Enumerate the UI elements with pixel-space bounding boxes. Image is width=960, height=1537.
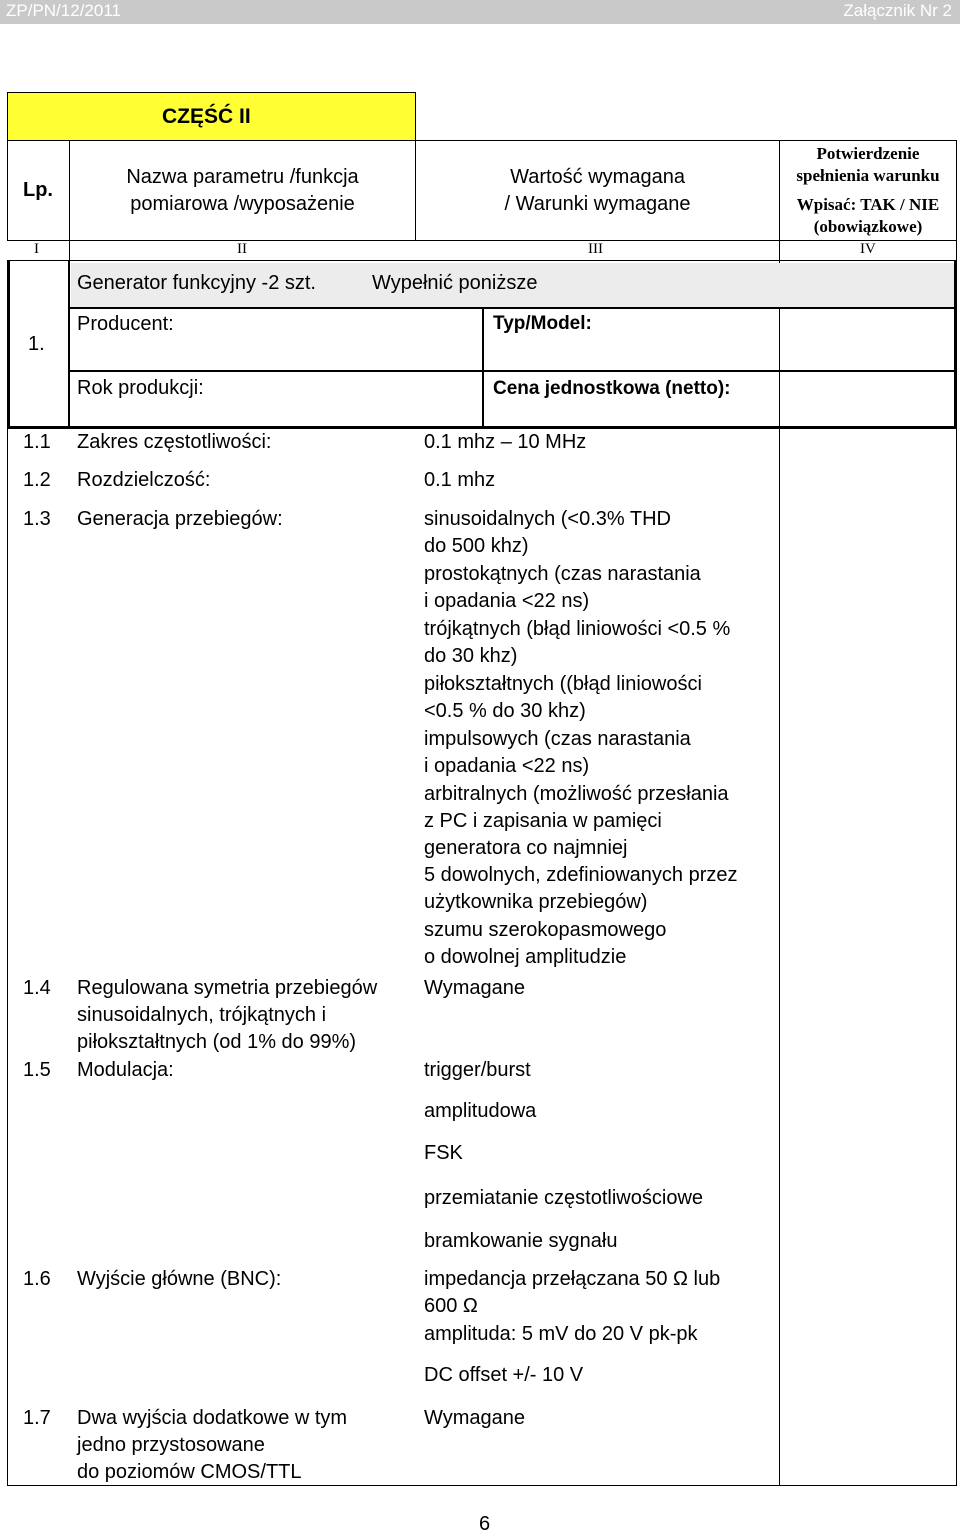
price-label: Cena jednostkowa (netto): (493, 378, 731, 399)
row-1-3-value-pulse-2: i opadania <22 ns) (424, 755, 590, 777)
row-1-2-number: 1.2 (23, 469, 51, 491)
section-title: Generator funkcyjny -2 szt. (77, 272, 316, 294)
model-label: Typ/Model: (493, 313, 592, 334)
row-1-7-number: 1.7 (23, 1407, 51, 1429)
row-1-3-value-noise-2: o dowolnej amplitudzie (424, 946, 627, 968)
row-1-4-name-2: sinusoidalnych, trójkątnych i (77, 1004, 327, 1026)
row-1-5-value-sweep: przemiatanie częstotliwościowe (424, 1187, 704, 1209)
row-1-3-value-square-2: i opadania <22 ns) (424, 590, 590, 612)
row-1-5-value-am: amplitudowa (424, 1100, 537, 1122)
attachment-label: Załącznik Nr 2 (843, 1, 952, 20)
page-number: 6 (479, 1513, 491, 1535)
row-1-4-value: Wymagane (424, 977, 525, 999)
row-1-3-value-sine-2: do 500 khz) (424, 535, 529, 557)
row-1-5-value-fsk: FSK (424, 1142, 463, 1164)
roman-ii: II (237, 241, 247, 257)
part-title: CZĘŚĆ II (162, 105, 251, 128)
row-1-2-value: 0.1 mhz (424, 469, 496, 491)
section-fill-note: Wypełnić poniższe (372, 272, 538, 294)
year-label: Rok produkcji: (77, 377, 204, 399)
roman-i: I (34, 241, 39, 257)
row-1-6-name: Wyjście główne (BNC): (77, 1268, 282, 1290)
row-1-3-name: Generacja przebiegów: (77, 508, 283, 530)
row-1-3-number: 1.3 (23, 508, 51, 530)
row-1-2-name: Rozdzielczość: (77, 469, 211, 491)
section-number: 1. (28, 333, 45, 355)
column-name-line1: Nazwa parametru /funkcja (126, 166, 359, 188)
row-1-7-value: Wymagane (424, 1407, 525, 1429)
roman-iii: III (588, 241, 603, 257)
page-header-bar (0, 0, 960, 24)
row-1-6-value-amplitude: amplituda: 5 mV do 20 V pk-pk (424, 1323, 698, 1345)
row-1-7-name-1: Dwa wyjścia dodatkowe w tym (77, 1407, 348, 1429)
column-value-line2: / Warunki wymagane (504, 193, 691, 215)
row-1-6-value-impedance-1: impedancja przełączana 50 Ω lub (424, 1268, 721, 1290)
row-1-5-value-trigger: trigger/burst (424, 1059, 531, 1081)
row-1-3-value-noise-1: szumu szerokopasmowego (424, 919, 667, 941)
row-1-5-value-gating: bramkowanie sygnału (424, 1230, 618, 1252)
row-1-6-value-impedance-2: 600 Ω (424, 1295, 478, 1317)
row-1-1-name: Zakres częstotliwości: (77, 431, 272, 453)
row-1-5-name: Modulacja: (77, 1059, 174, 1081)
row-1-4-name-1: Regulowana symetria przebiegów (77, 977, 378, 999)
row-1-3-value-arbitrary-4: 5 dowolnych, zdefiniowanych przez (424, 864, 738, 886)
row-1-3-value-sawtooth-2: <0.5 % do 30 khz) (424, 700, 586, 722)
row-1-6-value-offset: DC offset +/- 10 V (424, 1364, 584, 1386)
row-1-6-number: 1.6 (23, 1268, 51, 1290)
column-confirm-line4: (obowiązkowe) (813, 217, 923, 236)
row-1-3-value-sine-1: sinusoidalnych (<0.3% THD (424, 508, 671, 530)
row-1-1-value: 0.1 mhz – 10 MHz (424, 431, 587, 453)
row-1-3-value-arbitrary-1: arbitralnych (możliwość przesłania (424, 783, 729, 805)
producer-label: Producent: (77, 313, 174, 335)
row-1-3-value-arbitrary-3: generatora co najmniej (424, 837, 628, 859)
column-confirm-line1: Potwierdzenie (816, 144, 920, 163)
row-1-3-value-arbitrary-2: z PC i zapisania w pamięci (424, 810, 662, 832)
row-1-3-value-sawtooth-1: piłokształtnych ((błąd liniowości (424, 673, 702, 695)
row-1-7-name-2: jedno przystosowane (77, 1434, 265, 1456)
column-confirm-line3: Wpisać: TAK / NIE (796, 195, 940, 214)
column-value-line1: Wartość wymagana (510, 166, 685, 188)
row-1-3-value-triangle-2: do 30 khz) (424, 645, 518, 667)
row-1-3-value-triangle-1: trójkątnych (błąd liniowości <0.5 % (424, 618, 731, 640)
row-1-1-number: 1.1 (23, 431, 51, 453)
row-1-7-name-3: do poziomów CMOS/TTL (77, 1461, 302, 1483)
row-1-3-value-square-1: prostokątnych (czas narastania (424, 563, 701, 585)
row-1-3-value-arbitrary-5: użytkownika przebiegów) (424, 891, 648, 913)
column-name-line2: pomiarowa /wyposażenie (130, 193, 355, 215)
row-1-5-number: 1.5 (23, 1059, 51, 1081)
row-1-3-value-pulse-1: impulsowych (czas narastania (424, 728, 691, 750)
column-confirm-line2: spełnienia warunku (796, 166, 940, 185)
document-reference: ZP/PN/12/2011 (6, 1, 121, 20)
column-lp: Lp. (23, 179, 53, 201)
roman-iv: IV (860, 241, 876, 257)
row-1-4-number: 1.4 (23, 977, 51, 999)
row-1-4-name-3: piłokształtnych (od 1% do 99%) (77, 1031, 357, 1053)
